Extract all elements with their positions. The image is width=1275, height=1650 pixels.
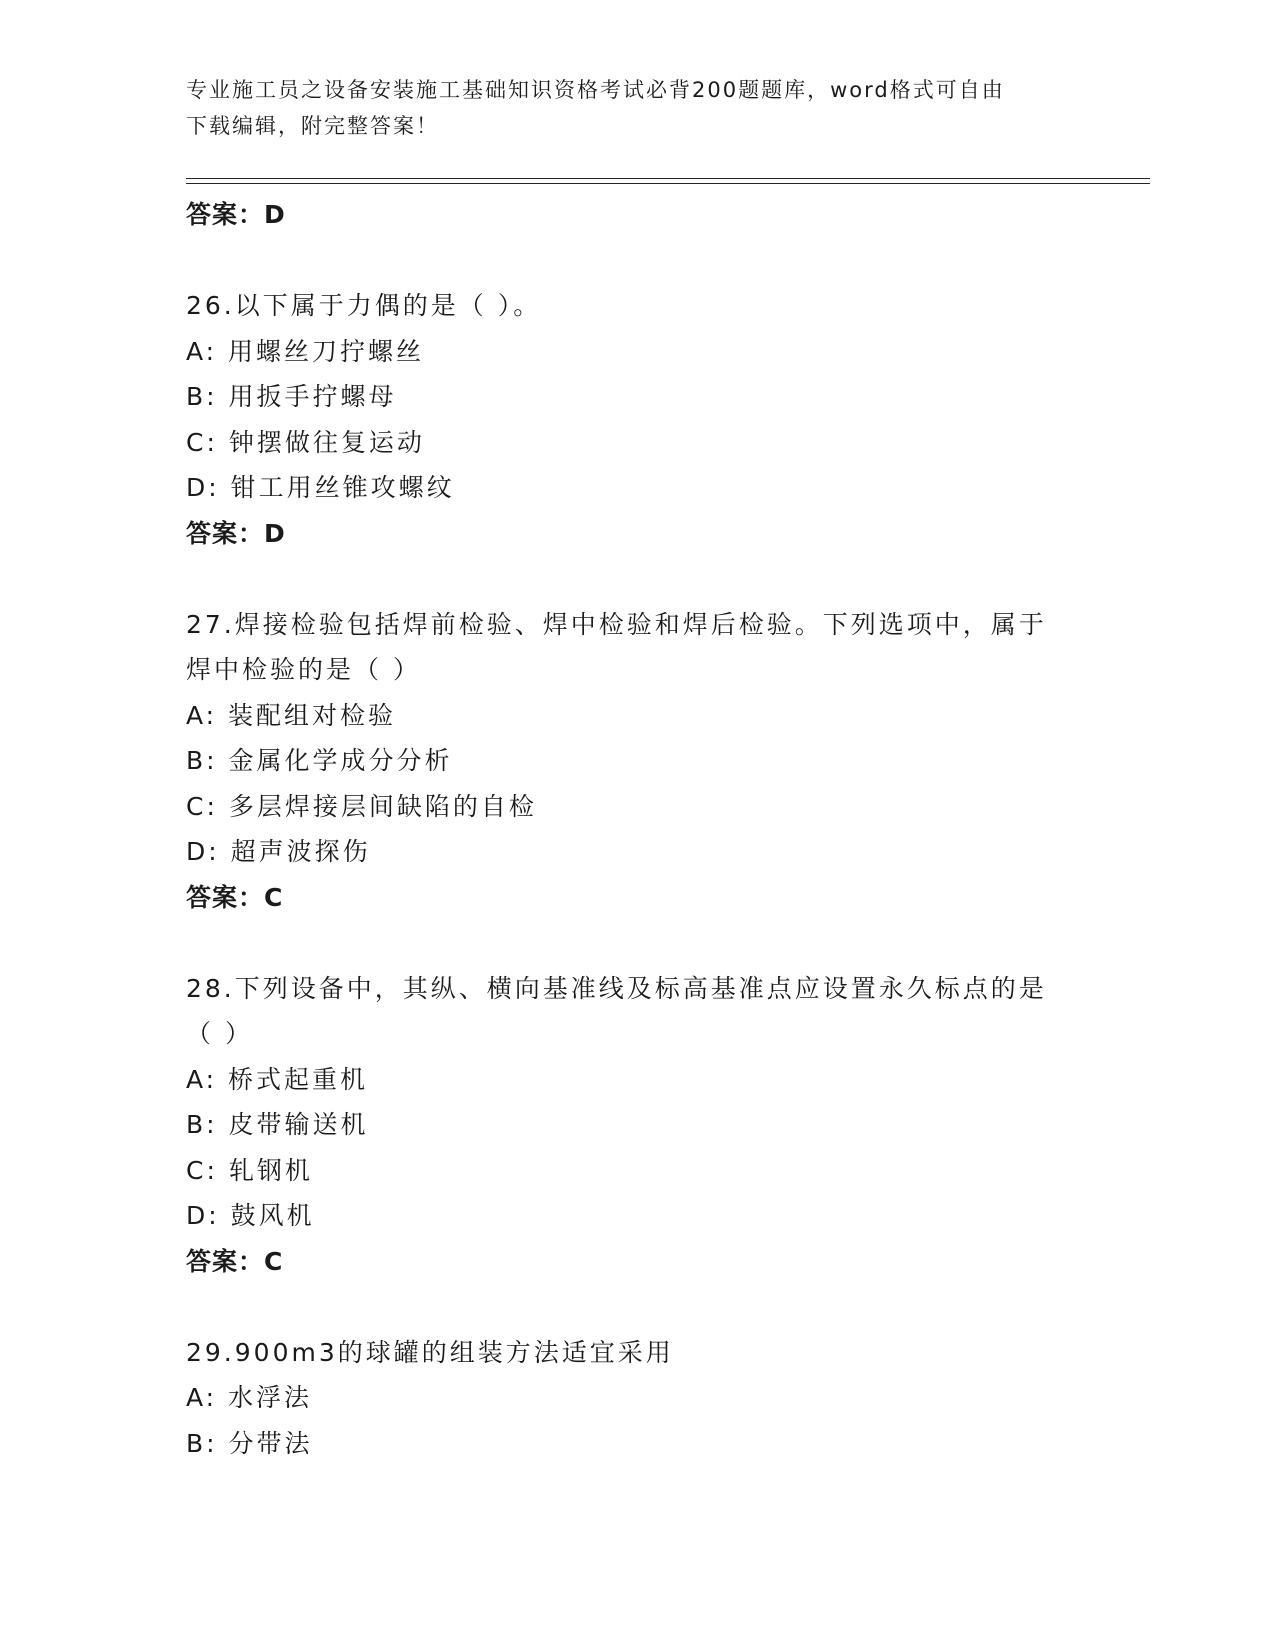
question-text: 29.900m3的球罐的组装方法适宜采用 xyxy=(186,1337,674,1367)
question-28 xyxy=(186,966,1086,1285)
option-a: A: 用螺丝刀拧螺丝 xyxy=(186,336,425,366)
option-c: C: 多层焊接层间缺陷的自检 xyxy=(186,791,537,821)
option-d: D: 钳工用丝锥攻螺纹 xyxy=(186,473,455,502)
question-27 xyxy=(186,602,1086,921)
header-divider-thick xyxy=(186,183,1150,184)
document-header xyxy=(186,72,1066,144)
option-a: A: 装配组对检验 xyxy=(186,700,397,730)
spacer xyxy=(186,556,1086,602)
option-a: A: 水浮法 xyxy=(186,1383,313,1412)
question-text: 26.以下属于力偶的是（ ）。 xyxy=(186,291,542,320)
spacer xyxy=(186,1284,1086,1330)
option-b: B: 用扳手拧螺母 xyxy=(186,382,397,411)
option-d: D: 鼓风机 xyxy=(186,1201,315,1230)
spacer xyxy=(186,920,1086,966)
answer-line: 答案：C xyxy=(186,1246,284,1276)
previous-answer: 答案：D xyxy=(186,200,286,229)
header-divider-thin xyxy=(186,178,1150,179)
option-b: B: 金属化学成分分析 xyxy=(186,746,453,775)
spacer xyxy=(186,238,1086,284)
question-26 xyxy=(186,283,1086,556)
option-a: A: 桥式起重机 xyxy=(186,1064,369,1094)
question-text-continued: （ ） xyxy=(186,1019,253,1048)
option-c: C: 轧钢机 xyxy=(186,1155,313,1185)
option-b: B: 皮带输送机 xyxy=(186,1110,369,1139)
answer-line: 答案：D xyxy=(186,518,286,548)
question-text: 27.焊接检验包括焊前检验、焊中检验和焊后检验。下列选项中，属于 xyxy=(186,609,1047,639)
question-text: 28.下列设备中，其纵、横向基准线及标高基准点应设置永久标点的是 xyxy=(186,973,1047,1003)
question-list xyxy=(186,192,1086,1466)
answer-line: 答案：C xyxy=(186,882,284,912)
header-line-1: 专业施工员之设备安装施工基础知识资格考试必背200题题库，word格式可自由 xyxy=(186,78,1005,102)
header-line-2: 下载编辑，附完整答案！ xyxy=(186,114,439,138)
question-text-continued: 焊中检验的是（ ） xyxy=(186,655,421,684)
option-d: D: 超声波探伤 xyxy=(186,837,371,866)
option-b: B: 分带法 xyxy=(186,1428,313,1458)
option-c: C: 钟摆做往复运动 xyxy=(186,427,425,457)
question-29 xyxy=(186,1330,1086,1467)
